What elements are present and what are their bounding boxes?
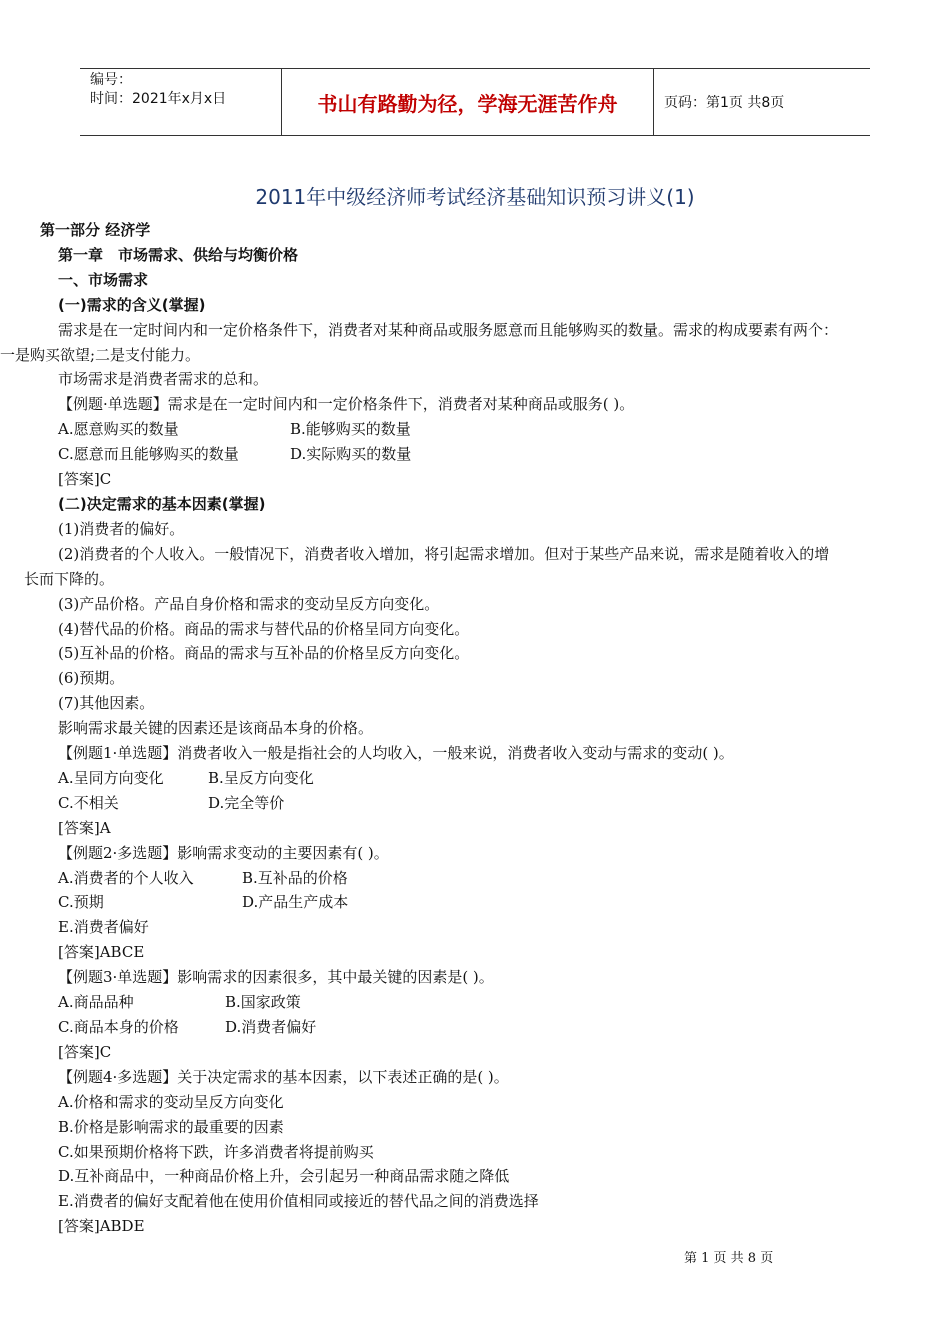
- factor-item: (3)产品价格。产品自身价格和需求的变动呈反方向变化。: [58, 594, 440, 613]
- option: E.消费者偏好: [58, 918, 149, 937]
- option: A.价格和需求的变动呈反方向变化: [58, 1092, 284, 1111]
- factor-item: (4)替代品的价格。商品的需求与替代品的价格呈同方向变化。: [58, 619, 470, 638]
- answer: [答案]ABDE: [58, 1217, 145, 1236]
- factor-item: (5)互补品的价格。商品的需求与互补品的价格呈反方向变化。: [58, 644, 470, 663]
- option: E.消费者的偏好支配着他在使用价值相同或接近的替代品之间的消费选择: [58, 1192, 539, 1211]
- factor-item: (6)预期。: [58, 669, 125, 688]
- document-title: 2011年中级经济师考试经济基础知识预习讲义(1): [255, 185, 695, 209]
- answer: [答案]A: [58, 818, 111, 837]
- factor-item: (7)其他因素。: [58, 694, 155, 713]
- option: D.产品生产成本: [242, 893, 349, 912]
- answer: [答案]C: [58, 470, 112, 489]
- option: C.预期: [58, 893, 104, 912]
- paragraph: 影响需求最关键的因素还是该商品本身的价格。: [58, 719, 374, 738]
- factor-item-continued: 长而下降的。: [24, 569, 115, 588]
- chapter-heading: 第一章 市场需求、供给与均衡价格: [58, 245, 299, 264]
- answer: [答案]ABCE: [58, 943, 145, 962]
- options-row: [24, 890, 924, 915]
- header-table: [80, 68, 870, 136]
- option: C.如果预期价格将下跌，许多消费者将提前购买: [58, 1142, 374, 1161]
- option: B.价格是影响需求的最重要的因素: [58, 1117, 284, 1136]
- option: D.互补商品中，一种商品价格上升，会引起另一种商品需求随之降低: [58, 1167, 510, 1186]
- options-row: [24, 990, 924, 1015]
- question: 【例题3·单选题】影响需求的因素很多，其中最关键的因素是( )。: [58, 968, 494, 987]
- option: C.商品本身的价格: [58, 1018, 179, 1036]
- subsection-heading: (一)需求的含义(掌握): [58, 295, 206, 314]
- factor-item: (2)消费者的个人收入。一般情况下，消费者收入增加，将引起需求增加。但对于某些产品来说，需求是随着收入的增: [58, 544, 830, 563]
- option: B.能够购买的数量: [290, 420, 411, 439]
- date-label: 时间：2021年x月x日: [90, 91, 227, 107]
- option: A.愿意购买的数量: [58, 420, 179, 439]
- subsection-heading: (二)决定需求的基本因素(掌握): [58, 494, 266, 513]
- options-row: [24, 1015, 924, 1040]
- options-row: [24, 442, 924, 467]
- option: A.呈同方向变化: [58, 768, 164, 787]
- question: 【例题4·多选题】关于决定需求的基本因素，以下表述正确的是( )。: [58, 1067, 509, 1086]
- question: 【例题1·单选题】消费者收入一般是指社会的人均收入，一般来说，消费者收入变动与需求的变动( )。: [58, 744, 734, 763]
- option: C.不相关: [58, 793, 119, 812]
- motto: 书山有路勤为径，学海无涯苦作舟: [281, 69, 654, 135]
- options-row: [24, 791, 924, 816]
- option: B.互补品的价格: [242, 868, 348, 887]
- part-heading: 第一部分 经济学: [40, 221, 151, 239]
- option: A.消费者的个人收入: [58, 868, 194, 887]
- factor-item: (1)消费者的偏好。: [58, 519, 185, 538]
- paragraph: 需求是在一定时间内和一定价格条件下，消费者对某种商品或服务愿意而且能够购买的数量。需求的构成要素有两个：: [58, 320, 839, 339]
- option: D.完全等价: [208, 793, 285, 812]
- option: D.消费者偏好: [225, 1018, 317, 1036]
- page-footer: 第 1 页 共 8 页: [684, 1251, 774, 1266]
- options-row: [24, 417, 924, 442]
- options-row: [24, 766, 924, 791]
- paragraph: 市场需求是消费者需求的总和。: [58, 370, 269, 389]
- option: A.商品品种: [58, 993, 134, 1012]
- option: C.愿意而且能够购买的数量: [58, 445, 239, 464]
- answer: [答案]C: [58, 1042, 112, 1061]
- document-body: [0, 218, 924, 1239]
- option: B.呈反方向变化: [208, 768, 314, 787]
- options-row: [24, 866, 924, 891]
- option: B.国家政策: [225, 993, 301, 1012]
- number-label: 编号：: [90, 72, 132, 88]
- question: 【例题2·多选题】影响需求变动的主要因素有( )。: [58, 843, 389, 862]
- page-info: 页码：第1页 共8页: [664, 95, 785, 111]
- question: 【例题·单选题】需求是在一定时间内和一定价格条件下，消费者对某种商品或服务( )。: [58, 395, 635, 414]
- header-left-cell: [80, 69, 281, 135]
- option: D.实际购买的数量: [290, 445, 412, 464]
- paragraph: 一是购买欲望;二是支付能力。: [0, 345, 201, 364]
- section-heading: 一、市场需求: [58, 270, 149, 289]
